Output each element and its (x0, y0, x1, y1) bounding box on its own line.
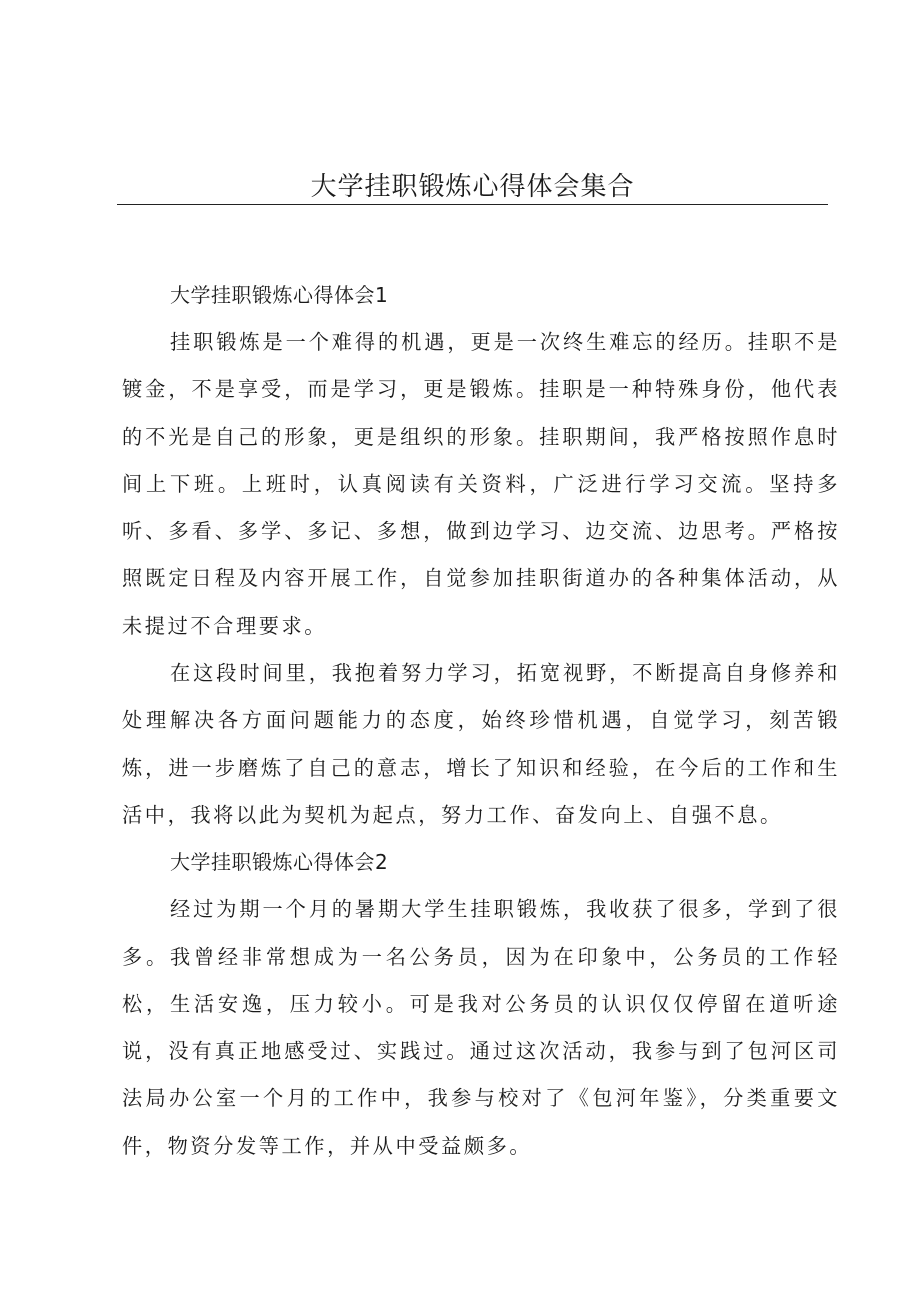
paragraph: 经过为期一个月的暑期大学生挂职锻炼，我收获了很多，学到了很多。我曾经非常想成为一名公务员，因为在印象中，公务员的工作轻松，生活安逸，压力较小。可是我对公务员的认识仅仅停留在道听途说，没有真正地感受过、实践过。通过这次活动，我参与到了包河区司法局办公室一个月的工作中，我参与校对了《包河年鉴》，分类重要文件，物资分发等工作，并从中受益颇多。 (122, 897, 840, 1158)
document-title: 大学挂职锻炼心得体会集合 (310, 172, 635, 202)
section-2 (122, 839, 840, 1170)
document-body (122, 272, 840, 1170)
paragraph: 在这段时间里，我抱着努力学习，拓宽视野，不断提高自身修养和处理解决各方面问题能力的态度，始终珍惜机遇，自觉学习，刻苦锻炼，进一步磨炼了自己的意志，增长了知识和经验，在今后的工作和生活中，我将以此为契机为起点，努力工作、奋发向上、自强不息。 (122, 661, 840, 827)
section-heading: 大学挂职锻炼心得体会2 (170, 850, 389, 875)
paragraph: 挂职锻炼是一个难得的机遇，更是一次终生难忘的经历。挂职不是镀金，不是享受，而是学习，更是锻炼。挂职是一种特殊身份，他代表的不光是自己的形象，更是组织的形象。挂职期间，我严格按照作息时间上下班。上班时，认真阅读有关资料，广泛进行学习交流。坚持多听、多看、多学、多记、多想，做到边学习、边交流、边思考。严格按照既定日程及内容开展工作，自觉参加挂职街道办的各种集体活动，从未提过不合理要求。 (122, 330, 840, 638)
section-1 (122, 272, 840, 839)
title-underline (117, 204, 828, 205)
section-heading: 大学挂职锻炼心得体会1 (170, 283, 389, 307)
